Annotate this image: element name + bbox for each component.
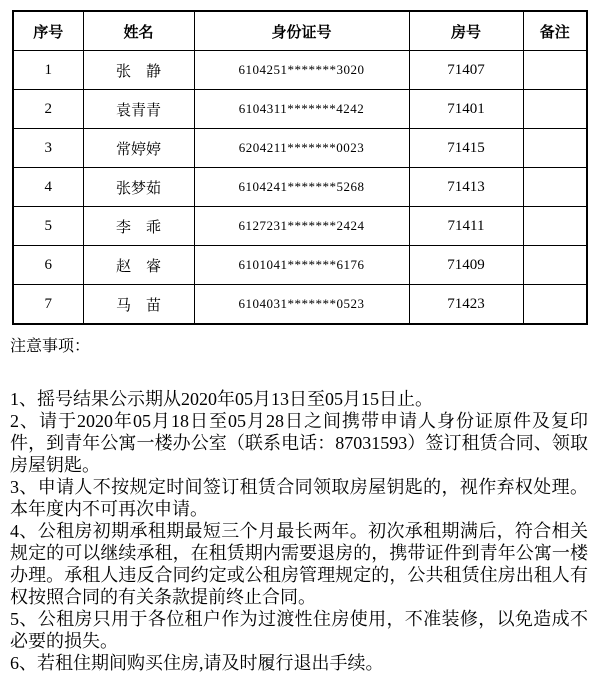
cell-name: 张 静 <box>83 51 194 90</box>
column-header-seq: 序号 <box>13 11 83 51</box>
cell-room: 71415 <box>409 129 523 168</box>
cell-seq: 3 <box>13 129 83 168</box>
cell-name: 赵 睿 <box>83 246 194 285</box>
cell-seq: 7 <box>13 285 83 325</box>
cell-remark <box>523 129 587 168</box>
cell-id-number: 6104311*******4242 <box>194 90 409 129</box>
cell-name: 李 乖 <box>83 207 194 246</box>
notes-section <box>10 336 588 674</box>
cell-seq: 5 <box>13 207 83 246</box>
table-row <box>13 207 587 246</box>
cell-id-number: 6104241*******5268 <box>194 168 409 207</box>
note-item-5: 5、公租房只用于各位租户作为过渡性住房使用，不准装修，以免造成不必要的损失。 <box>10 609 588 651</box>
note-item-1: 1、摇号结果公示期从2020年05月13日至05月15日止。 <box>10 389 433 409</box>
cell-name: 袁青青 <box>83 90 194 129</box>
cell-id-number: 6204211*******0023 <box>194 129 409 168</box>
cell-seq: 2 <box>13 90 83 129</box>
cell-room: 71409 <box>409 246 523 285</box>
cell-remark <box>523 207 587 246</box>
cell-remark <box>523 90 587 129</box>
cell-seq: 1 <box>13 51 83 90</box>
cell-remark <box>523 51 587 90</box>
table-row <box>13 90 587 129</box>
cell-name: 马 苗 <box>83 285 194 325</box>
table-row <box>13 129 587 168</box>
note-item-6: 6、若租住期间购买住房,请及时履行退出手续。 <box>10 653 384 673</box>
cell-id-number: 6104031*******0523 <box>194 285 409 325</box>
table-row <box>13 168 587 207</box>
cell-room: 71407 <box>409 51 523 90</box>
cell-name: 张梦茹 <box>83 168 194 207</box>
cell-id-number: 6104251*******3020 <box>194 51 409 90</box>
cell-room: 71423 <box>409 285 523 325</box>
cell-id-number: 6101041*******6176 <box>194 246 409 285</box>
table-header-row <box>13 11 587 51</box>
cell-id-number: 6127231*******2424 <box>194 207 409 246</box>
table-row <box>13 246 587 285</box>
cell-seq: 6 <box>13 246 83 285</box>
table-row <box>13 285 587 325</box>
note-item-3: 3、申请人不按规定时间签订租赁合同领取房屋钥匙的，视作弃权处理。本年度内不可再次申请。 <box>10 477 588 519</box>
cell-room: 71413 <box>409 168 523 207</box>
cell-remark <box>523 246 587 285</box>
cell-seq: 4 <box>13 168 83 207</box>
note-item-4: 4、公租房初期承租期最短三个月最长两年。初次承租期满后，符合相关规定的可以继续承租，在租赁期内需要退房的，携带证件到青年公寓一楼办理。承租人违反合同约定或公租房管理规定的，公共租赁住房出租人有权按照合同的有关条款提前终止合同。 <box>10 521 588 607</box>
column-header-room: 房号 <box>409 11 523 51</box>
notes-title: 注意事项： <box>10 338 91 355</box>
column-header-remark: 备注 <box>523 11 587 51</box>
note-item-2: 2、请于2020年05月18日至05月28日之间携带申请人身份证原件及复印件，到青年公寓一楼办公室（联系电话：87031593）签订租赁合同、领取房屋钥匙。 <box>10 411 588 475</box>
cell-room: 71401 <box>409 90 523 129</box>
applicant-table <box>12 10 588 325</box>
column-header-id-number: 身份证号 <box>194 11 409 51</box>
column-header-name: 姓名 <box>83 11 194 51</box>
cell-remark <box>523 168 587 207</box>
cell-remark <box>523 285 587 325</box>
cell-name: 常婷婷 <box>83 129 194 168</box>
table-row <box>13 51 587 90</box>
cell-room: 71411 <box>409 207 523 246</box>
